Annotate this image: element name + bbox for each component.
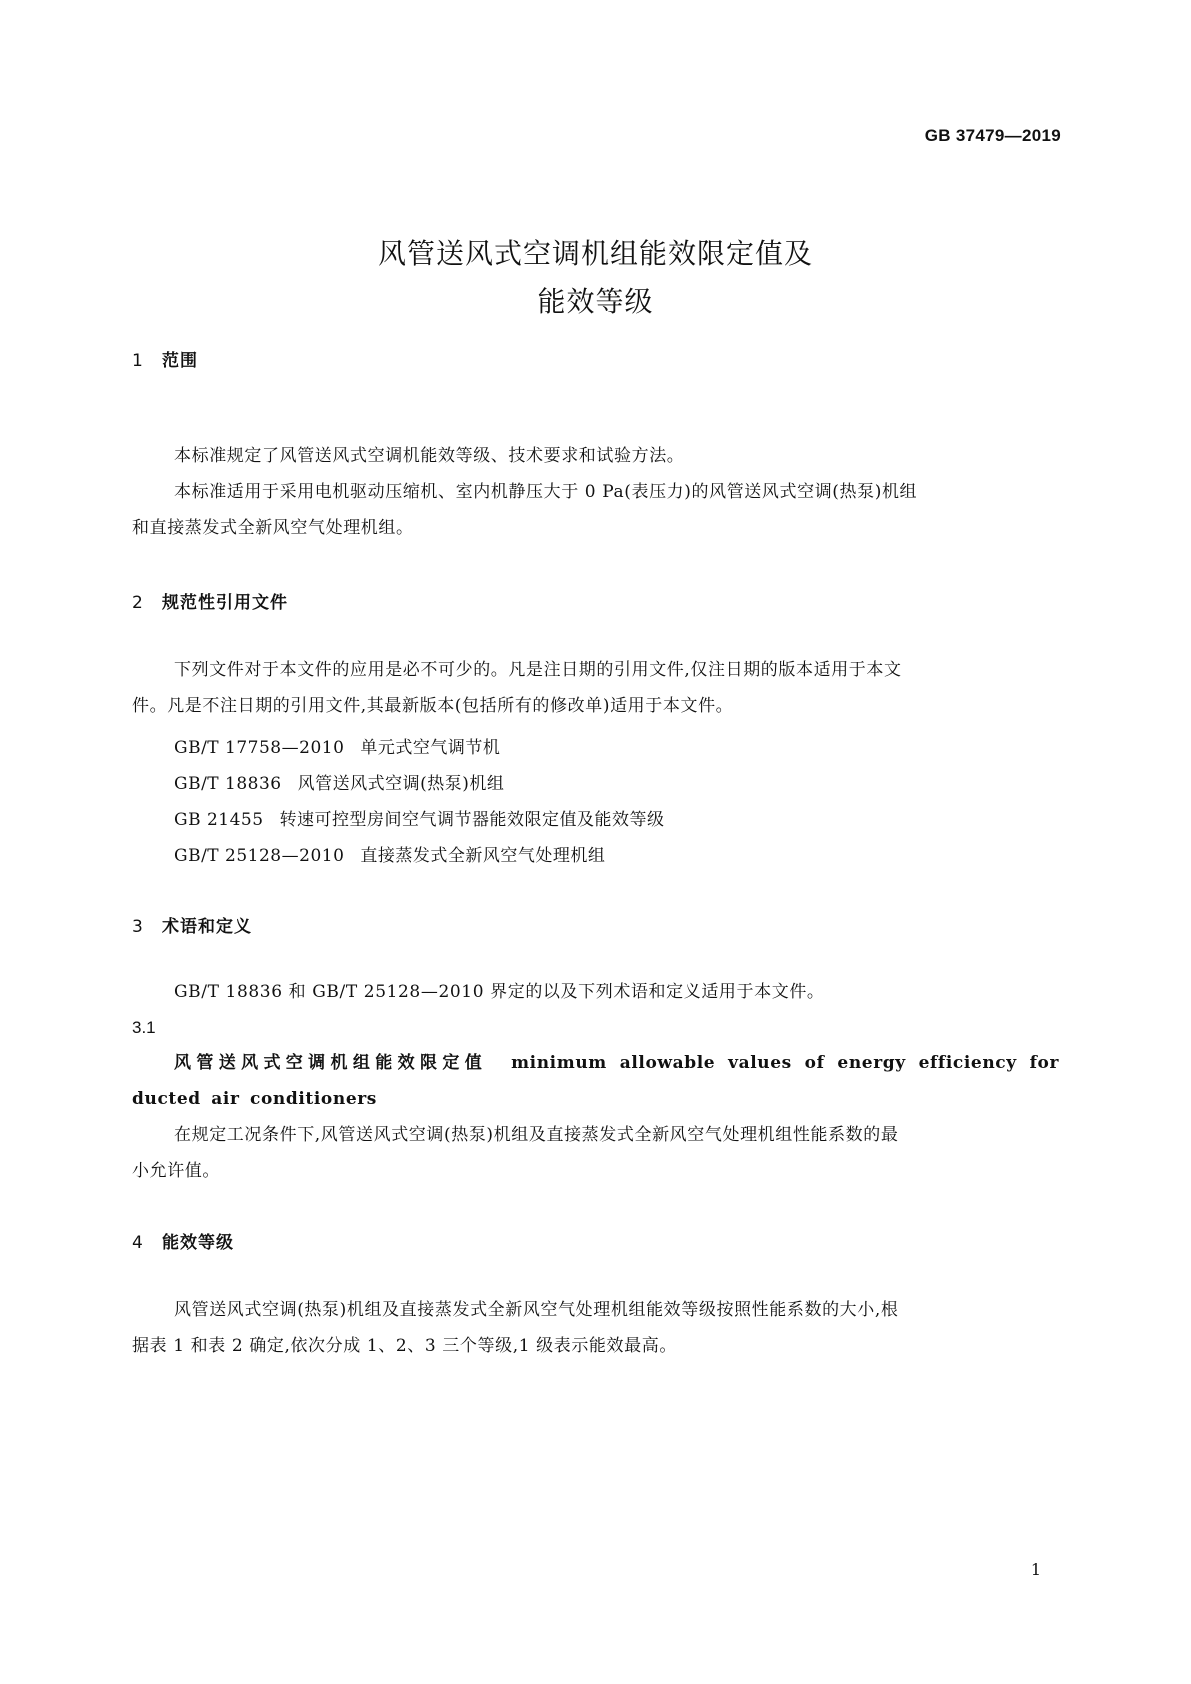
reference-item <box>174 733 500 758</box>
reference-code: GB/T 17758—2010 <box>174 738 345 758</box>
reference-item <box>174 805 665 830</box>
section-number: 2 <box>132 593 144 613</box>
subsection-number: 3.1 <box>132 1018 156 1037</box>
section-1-paragraph-1: 本标准规定了风管送风式空调机能效等级、技术要求和试验方法。 <box>174 446 685 466</box>
section-title: 能效等级 <box>162 1233 234 1253</box>
document-title <box>0 230 1191 326</box>
reference-item <box>174 769 504 794</box>
section-title: 术语和定义 <box>162 917 252 937</box>
section-number: 4 <box>132 1233 144 1253</box>
section-title: 规范性引用文件 <box>162 593 288 613</box>
section-3-paragraph-1: GB/T 18836 和 GB/T 25128—2010 界定的以及下列术语和定义适用于本文件。 <box>174 982 825 1002</box>
term-chinese: 风管送风式空调机组能效限定值 <box>174 1053 488 1073</box>
reference-code: GB/T 18836 <box>174 774 282 794</box>
title-line-1: 风管送风式空调机组能效限定值及 <box>377 237 813 270</box>
section-2-heading <box>132 588 288 613</box>
title-line-2: 能效等级 <box>537 285 654 318</box>
section-title: 范围 <box>162 351 198 371</box>
section-number: 3 <box>132 917 144 937</box>
section-number: 1 <box>132 351 144 371</box>
reference-name: 单元式空气调节机 <box>360 738 501 758</box>
section-2-paragraph-1: 下列文件对于本文件的应用是必不可少的。凡是注日期的引用文件,仅注日期的版本适用于本文 件。凡是不注日期的引用文件,其最新版本(包括所有的修改单)适用于本文件。 <box>132 660 902 716</box>
section-4-heading <box>132 1228 234 1253</box>
reference-name: 直接蒸发式全新风空气处理机组 <box>360 846 606 866</box>
section-3-heading <box>132 912 252 937</box>
reference-name: 转速可控型房间空气调节器能效限定值及能效等级 <box>279 810 665 830</box>
reference-name: 风管送风式空调(热泵)机组 <box>297 774 505 794</box>
reference-code: GB/T 25128—2010 <box>174 846 345 866</box>
section-1-paragraph-2: 本标准适用于采用电机驱动压缩机、室内机静压大于 0 Pa(表压力)的风管送风式空调(热泵)机组 和直接蒸发式全新风空气处理机组。 <box>132 482 918 538</box>
term-entry <box>132 1045 1059 1117</box>
reference-item <box>174 841 605 866</box>
standard-code: GB 37479—2019 <box>924 126 1061 145</box>
reference-code: GB 21455 <box>174 810 264 830</box>
section-4-paragraph-1: 风管送风式空调(热泵)机组及直接蒸发式全新风空气处理机组能效等级按照性能系数的大小,根 据表 1 和表 2 确定,依次分成 1、2、3 三个等级,1 级表示能效最高。 <box>132 1300 899 1356</box>
term-english: minimum allowable values of energy efficiency for ducted air conditioners <box>132 1053 1060 1109</box>
section-1-heading <box>132 346 198 371</box>
term-definition: 在规定工况条件下,风管送风式空调(热泵)机组及直接蒸发式全新风空气处理机组性能系数的最 小允许值。 <box>132 1125 899 1181</box>
page-number: 1 <box>1030 1560 1041 1579</box>
